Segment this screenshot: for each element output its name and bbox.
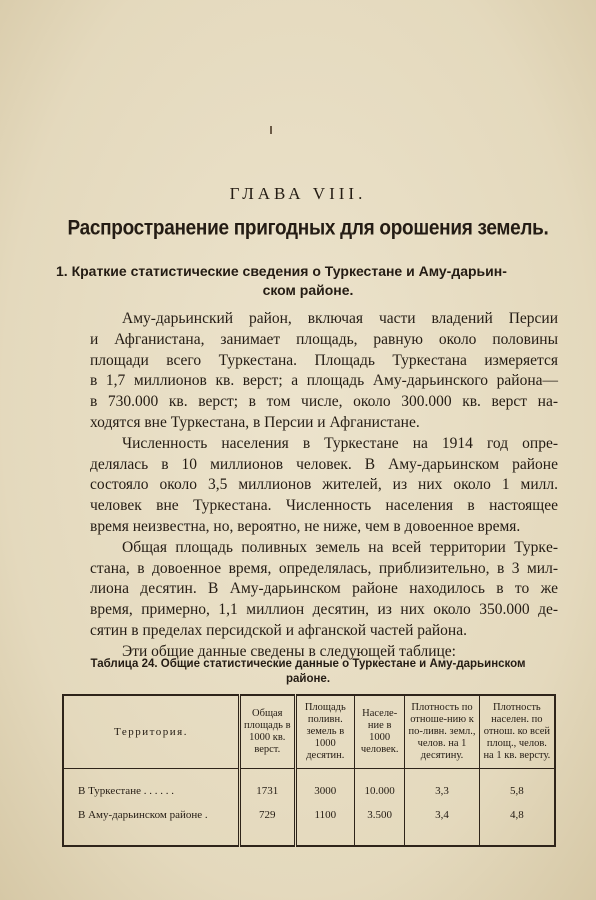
cell-total-area: 1731 [240, 779, 296, 803]
text-line: Общая площадь поливных земель на всей территории Туркe- [122, 538, 558, 556]
table-row [63, 803, 555, 846]
cell-total-area: 729 [240, 803, 296, 846]
section-heading [56, 262, 560, 300]
text-line: время, примерно, 1,1 миллион десятин, из них около 350.000 де- [90, 601, 558, 619]
text-line: в 730.000 кв. верст; в том числе, около 300.000 кв. верст на- [90, 393, 558, 411]
text-line: Аму-дарьинский район, включая части владений Персии [122, 310, 558, 327]
text-line: делялась в 10 миллионов человек. В Аму-дарьинском районе [90, 455, 558, 473]
text-line: Численность населения в Туркестане на 1914 год опре- [122, 434, 558, 452]
cell-density-irrigated: 3,4 [405, 803, 479, 846]
spacer-cell [405, 769, 479, 780]
text-line: ходятся вне Туркестана, в Персии и Афганистане. [90, 413, 420, 431]
text-line: лиона десятин. В Аму-дарьинском районе находилось в то же [90, 580, 558, 598]
paragraph-1 [58, 309, 558, 434]
spacer-cell [479, 769, 555, 780]
table-header-row [63, 695, 555, 769]
body-text [58, 309, 558, 663]
spacer-cell [240, 769, 296, 780]
cell-irrigated-area: 3000 [295, 779, 355, 803]
cell-irrigated-area: 1100 [295, 803, 355, 846]
section-heading-line-1: 1. Краткие статистические сведения о Туркестане и Аму-дарьин- [56, 263, 507, 279]
chapter-heading: ГЛАВА VIII. [229, 184, 367, 203]
cell-population: 10.000 [355, 779, 405, 803]
paragraph-2 [58, 434, 558, 538]
cell-population: 3.500 [355, 803, 405, 846]
text-line: в 1,7 миллионов кв. верст; а площадь Аму-дарьинского района— [90, 372, 558, 390]
header-density-total: Плотность населен. по отнош. ко всей площ., челов. на 1 кв. версту. [479, 695, 555, 769]
text-line: стана, в довоенное время, определялась, приблизительно, в 3 мил- [90, 559, 558, 577]
header-population: Населе-ние в 1000 человек. [355, 695, 405, 769]
text-line: Эти общие данные сведены в следующей таблице: [122, 642, 456, 660]
header-irrigated-area: Площадь поливн. земель в 1000 десятин. [295, 695, 355, 769]
header-density-irrigated: Плотность по отноше-нию к по-ливн. земл., челов. на 1 десятину. [405, 695, 479, 769]
text-line: и Афганистана, занимает площадь, равную около половины [90, 330, 558, 348]
spacer-cell [295, 769, 355, 780]
table-caption [58, 657, 558, 687]
text-line: сятин в пределах персидской и афганской частей района. [90, 621, 467, 639]
paragraph-3 [58, 538, 558, 642]
table-spacer-row [63, 769, 555, 780]
text-line: время неизвестна, но, вероятно, не ниже, чем в довоенное время. [90, 517, 521, 535]
table-caption-line-2: районе. [285, 673, 331, 685]
cell-density-irrigated: 3,3 [405, 779, 479, 803]
spacer-cell [63, 769, 240, 780]
page-mark [270, 126, 272, 134]
text-line: состояло около 3,5 миллионов жителей, из них около 1 милл. [90, 476, 558, 494]
header-territory: Территория. [63, 695, 240, 769]
header-total-area: Общая площадь в 1000 кв. верст. [240, 695, 296, 769]
section-heading-line-2: ском районе. [262, 282, 354, 298]
cell-territory: В Аму-дарьинском районе . [63, 803, 240, 846]
table-caption-line-1: Таблица 24. Общие статистические данные о Туркестане и Аму-дарьинском [90, 658, 526, 670]
cell-territory: В Туркестане . . . . . . [63, 779, 240, 803]
text-line: площади всего Туркестана. Площадь Туркестана измеряется [90, 351, 558, 369]
chapter-title: Распространение пригодных для орошения земель. [67, 216, 549, 240]
cell-density-total: 5,8 [479, 779, 555, 803]
spacer-cell [355, 769, 405, 780]
table-row [63, 779, 555, 803]
statistics-table [62, 694, 556, 847]
text-line: человек вне Туркестана. Численность населения в настоящее [90, 497, 558, 515]
cell-density-total: 4,8 [479, 803, 555, 846]
